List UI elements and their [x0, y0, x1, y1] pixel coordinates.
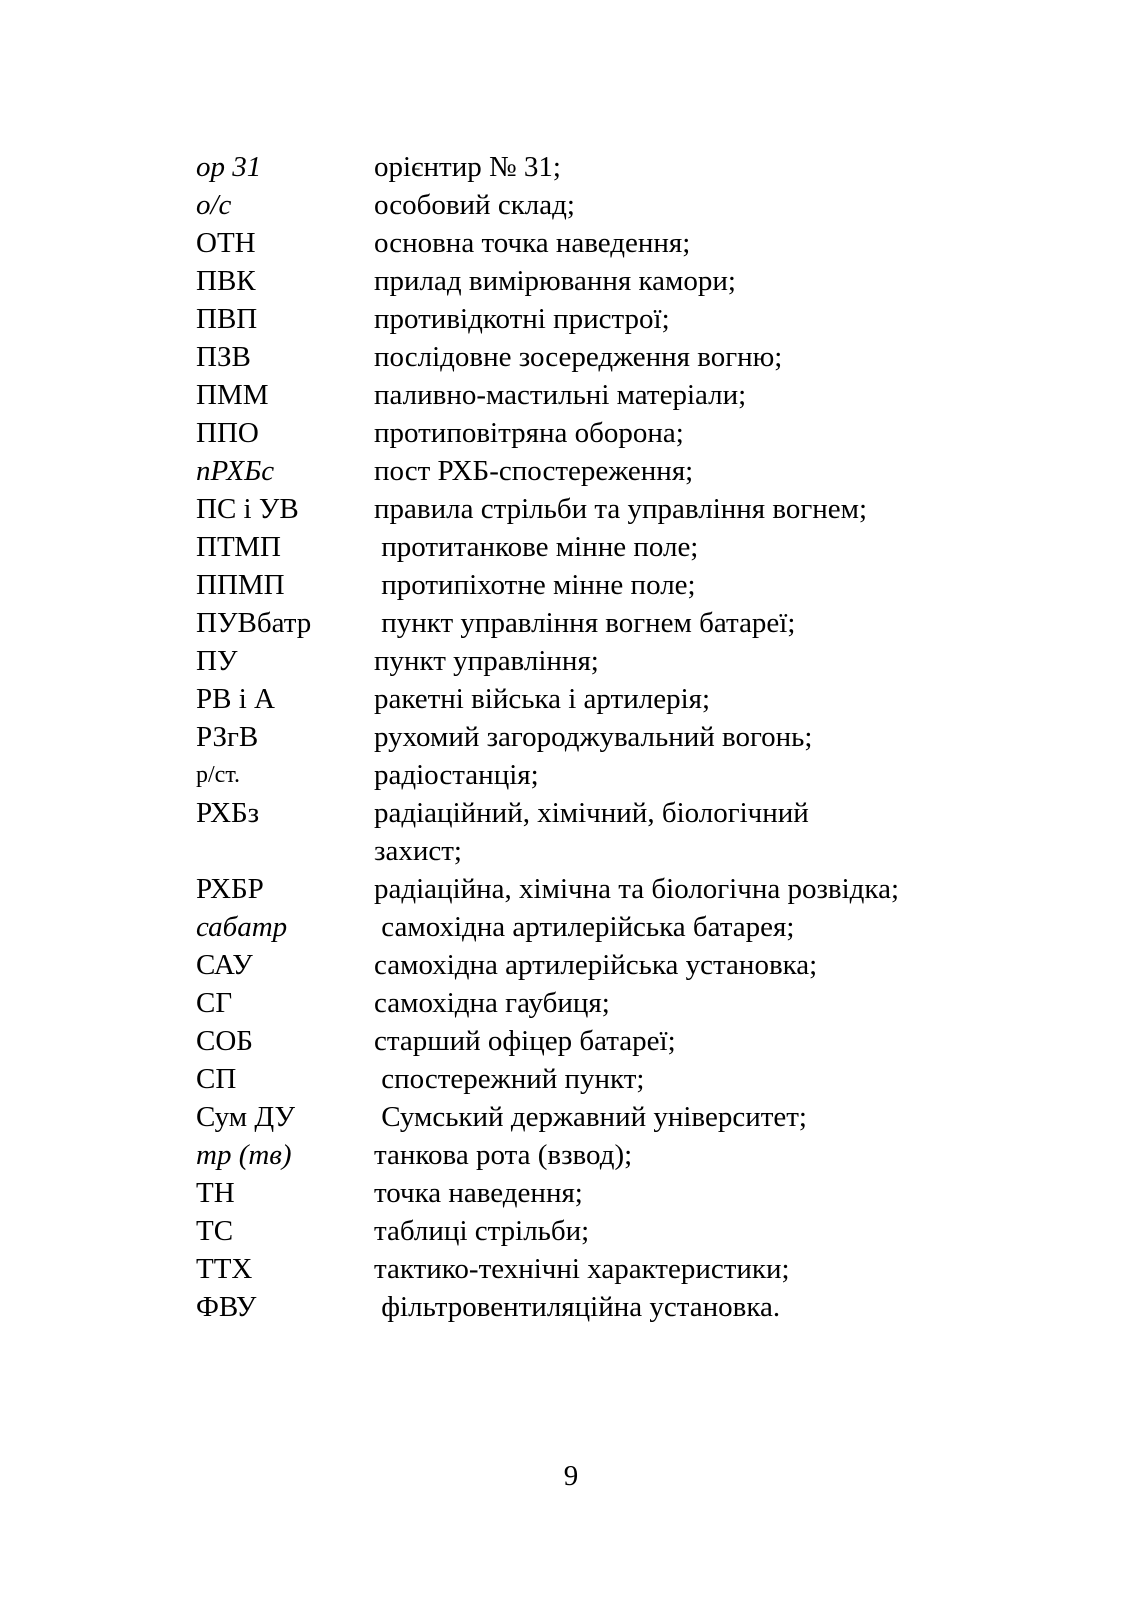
abbreviation-term: ППО: [196, 417, 259, 449]
abbreviation-term: САУ: [196, 949, 253, 981]
abbreviation-entry: [196, 186, 1016, 224]
page-number: 9: [563, 1460, 579, 1492]
abbreviation-entry: [196, 1288, 1016, 1326]
abbreviation-entry: [196, 1136, 1016, 1174]
abbreviation-term: ор 31: [196, 151, 262, 183]
abbreviation-definition: Сумський державний університет;: [374, 1101, 807, 1133]
abbreviation-term: РВ і А: [196, 683, 275, 715]
abbreviation-definition-continuation: [196, 832, 1016, 870]
abbreviation-definition: пункт управління;: [374, 645, 599, 677]
abbreviation-definition: самохідна гаубиця;: [374, 987, 610, 1019]
abbreviation-definition: паливно-мастильні матеріали;: [374, 379, 747, 411]
abbreviation-definition: радіаційний, хімічний, біологічний: [374, 797, 809, 829]
abbreviation-definition: спостережний пункт;: [374, 1063, 645, 1095]
abbreviation-definition: ракетні війська і артилерія;: [374, 683, 711, 715]
abbreviation-term: ТТХ: [196, 1253, 253, 1285]
abbreviation-definition: особовий склад;: [374, 189, 575, 221]
abbreviation-entry: [196, 338, 1016, 376]
abbreviation-entry: [196, 490, 1016, 528]
abbreviation-entry: [196, 376, 1016, 414]
abbreviation-term: РХБР: [196, 873, 264, 905]
abbreviation-definition: точка наведення;: [374, 1177, 583, 1209]
abbreviation-term: ПЗВ: [196, 341, 251, 373]
abbreviation-entry: [196, 642, 1016, 680]
abbreviation-definition: пост РХБ-спостереження;: [374, 455, 694, 487]
abbreviation-definition: протиповітряна оборона;: [374, 417, 684, 449]
abbreviation-entry: [196, 1174, 1016, 1212]
abbreviation-definition: фільтровентиляційна установка.: [374, 1291, 781, 1323]
abbreviation-term: ТС: [196, 1215, 234, 1247]
abbreviation-entry: [196, 1250, 1016, 1288]
abbreviation-entry: [196, 1098, 1016, 1136]
abbreviation-entry: [196, 1212, 1016, 1250]
abbreviation-entry: [196, 870, 1016, 908]
abbreviation-entry: [196, 1022, 1016, 1060]
abbreviation-term: сабатр: [196, 911, 288, 943]
abbreviation-term: пРХБс: [196, 455, 275, 487]
abbreviation-entry: [196, 452, 1016, 490]
abbreviation-definition: протипіхотне мінне поле;: [374, 569, 696, 601]
abbreviation-term: СОБ: [196, 1025, 253, 1057]
abbreviation-term: ППМП: [196, 569, 285, 601]
abbreviation-definition: таблиці стрільби;: [374, 1215, 590, 1247]
abbreviation-term: СП: [196, 1063, 237, 1095]
abbreviation-definition: танкова рота (взвод);: [374, 1139, 633, 1171]
abbreviation-entry: [196, 148, 1016, 186]
abbreviation-entry: [196, 300, 1016, 338]
abbreviation-term: тр (тв): [196, 1139, 292, 1171]
abbreviation-entry: [196, 756, 1016, 794]
abbreviation-entry: [196, 946, 1016, 984]
abbreviation-term: ТН: [196, 1177, 235, 1209]
abbreviation-entry: [196, 528, 1016, 566]
abbreviation-definition: основна точка наведення;: [374, 227, 691, 259]
abbreviation-definition: протитанкове мінне поле;: [374, 531, 699, 563]
abbreviation-entry: [196, 794, 1016, 832]
abbreviation-definition: рухомий загороджувальний вогонь;: [374, 721, 813, 753]
abbreviations-list: [196, 148, 1016, 1326]
abbreviation-term: РЗгВ: [196, 721, 259, 753]
abbreviation-definition: самохідна артилерійська установка;: [374, 949, 818, 981]
abbreviation-definition: пункт управління вогнем батареї;: [374, 607, 796, 639]
abbreviation-term: о/с: [196, 189, 232, 221]
abbreviation-definition: послідовне зосередження вогню;: [374, 341, 783, 373]
abbreviation-term: Сум ДУ: [196, 1101, 296, 1133]
abbreviation-term: ПВК: [196, 265, 256, 297]
abbreviation-definition: радіаційна, хімічна та біологічна розвідка;: [374, 873, 900, 905]
abbreviation-definition-line2: захист;: [374, 835, 462, 867]
abbreviation-definition: орієнтир № 31;: [374, 151, 561, 183]
abbreviation-term: ПВП: [196, 303, 258, 335]
abbreviation-entry: [196, 262, 1016, 300]
abbreviation-term: ПММ: [196, 379, 269, 411]
abbreviation-entry: [196, 604, 1016, 642]
abbreviation-term: ФВУ: [196, 1291, 257, 1323]
abbreviation-entry: [196, 680, 1016, 718]
abbreviation-entry: [196, 224, 1016, 262]
abbreviation-definition: правила стрільби та управління вогнем;: [374, 493, 868, 525]
abbreviation-term: ПС і УВ: [196, 493, 299, 525]
abbreviation-term: ОТН: [196, 227, 256, 259]
abbreviation-definition: радіостанція;: [374, 759, 539, 791]
abbreviation-entry: [196, 718, 1016, 756]
abbreviation-entry: [196, 908, 1016, 946]
abbreviation-term: ПУВбатр: [196, 607, 312, 639]
abbreviation-definition: противідкотні пристрої;: [374, 303, 670, 335]
abbreviation-entry: [196, 414, 1016, 452]
abbreviation-definition: старший офіцер батареї;: [374, 1025, 676, 1057]
abbreviation-definition: тактико-технічні характеристики;: [374, 1253, 790, 1285]
abbreviation-entry: [196, 566, 1016, 604]
abbreviation-term: РХБз: [196, 797, 260, 829]
abbreviation-term: ПУ: [196, 645, 238, 677]
abbreviation-definition: прилад вимірювання камори;: [374, 265, 736, 297]
abbreviation-term: ПТМП: [196, 531, 282, 563]
abbreviation-definition: самохідна артилерійська батарея;: [374, 911, 795, 943]
abbreviation-entry: [196, 984, 1016, 1022]
abbreviation-term: СГ: [196, 987, 233, 1019]
abbreviation-entry: [196, 1060, 1016, 1098]
abbreviation-term: р/ст.: [196, 762, 241, 788]
